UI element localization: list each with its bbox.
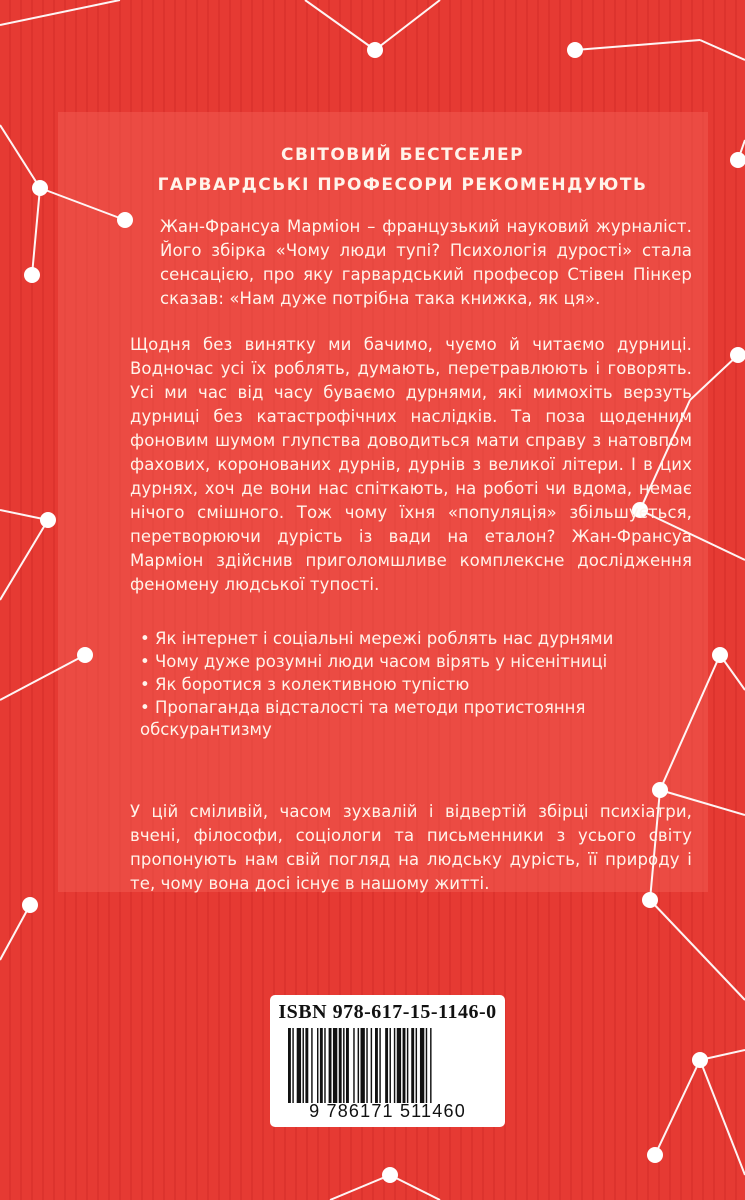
isbn-number: ISBN 978-617-15-1146-0 [278, 1001, 497, 1023]
list-item: • Як боротися з колективною тупістю [140, 675, 470, 694]
closing-paragraph: У цій сміливій, часом зухвалій і відвертій збірці психіатри, вчені, філософи, соціологи та письменники з усього світу пропонують нам свій погляд на людську дурість, її природу і те, чому вона досі існує в нашому житті. [130, 802, 692, 893]
author-intro-paragraph: Жан-Франсуа Марміон – французький науковий журналіст. Його збірка «Чому люди тупі? Психологія дурості» стала сенсацією, про яку гарвардський професор Стівен Пінкер сказав: «Нам дуже потрібна така книжка, як ця». [160, 217, 692, 308]
list-item: • Чому дуже розумні люди часом вірять у нісенітниці [140, 652, 608, 671]
description-paragraph: Щодня без винятку ми бачимо, чуємо й читаємо дурниці. Водночас усі їх роблять, думають, перетравлюють і говорять. Усі ми час від часу буваємо дурнями, які мимохіть верзуть дурниці без катастрофічних наслідків. Та поза щоденним фоновим шумом глупства доводиться мати справу з натовпом фахових, коронованих дурнів, дурнів з великої літери. І в цих дурнях, хоч де вони нас спіткають, на роботі чи вдома, немає нічого смішного. Тож чому їхня «популяція» збільшується, перетворюючи дурість із вади на еталон? Жан-Франсуа Марміон здійснив приголомшливе комплексне дослідження феномену людської тупості. [130, 335, 692, 594]
topics-list [140, 628, 680, 742]
headline-recommendation: ГАРВАРДСЬКІ ПРОФЕСОРИ РЕКОМЕНДУЮТЬ [157, 175, 648, 195]
headline [150, 140, 655, 200]
barcode-digits: 9 786171 511460 [309, 1101, 466, 1121]
list-item: • Пропаганда відсталості та методи протистояння обскурантизму [140, 698, 586, 739]
isbn-barcode [270, 995, 505, 1127]
headline-bestseller: СВІТОВИЙ БЕСТСЕЛЕР [280, 145, 525, 165]
barcode-bars [288, 1028, 488, 1103]
list-item: • Як інтернет і соціальні мережі роблять нас дурнями [140, 629, 614, 648]
